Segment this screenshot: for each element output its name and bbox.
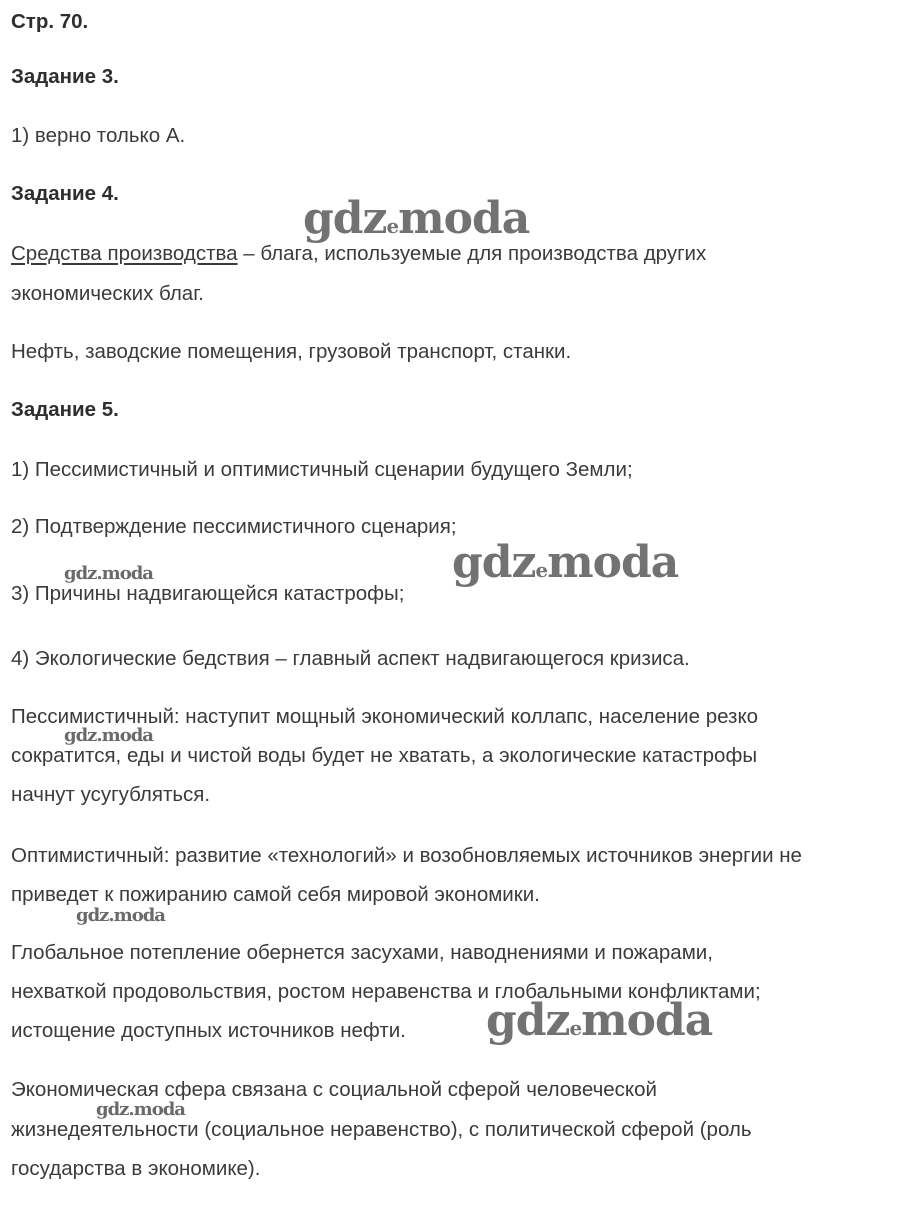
global-warming-line-1: Глобальное потепление обернется засухами, наводнениями и пожарами, xyxy=(11,941,713,964)
task-3-answer: 1) верно только А. xyxy=(11,124,186,147)
task-5-item-2: 2) Подтверждение пессимистичного сценария; xyxy=(11,515,457,538)
economy-line-2: жизнедеятельности (социальное неравенство), с политической сферой (роль xyxy=(11,1118,752,1141)
optimistic-line-2: приведет к пожиранию самой себя мировой экономики. xyxy=(11,883,540,906)
watermark-small: gdz.moda xyxy=(64,725,153,746)
task-4-definition xyxy=(11,234,706,273)
optimistic-line-1: Оптимистичный: развитие «технологий» и возобновляемых источников энергии не xyxy=(11,844,802,867)
task-4-heading: Задание 4. xyxy=(11,182,119,205)
task-5-heading: Задание 5. xyxy=(11,398,119,421)
pessimistic-line-2: сократится, еды и чистой воды будет не хватать, а экологические катастрофы xyxy=(11,744,758,767)
page-reference: Стр. 70. xyxy=(11,10,89,33)
task-4-examples: Нефть, заводские помещения, грузовой транспорт, станки. xyxy=(11,340,572,363)
pessimistic-line-1: Пессимистичный: наступит мощный экономический коллапс, население резко xyxy=(11,705,759,728)
definition-text: – блага, используемые для производства других xyxy=(237,242,707,265)
watermark-small: gdz.moda xyxy=(96,1099,185,1120)
watermark-small: gdz.moda xyxy=(64,563,153,584)
global-warming-line-2: нехваткой продовольствия, ростом неравенства и глобальными конфликтами; xyxy=(11,980,761,1003)
task-5-item-3: 3) Причины надвигающейся катастрофы; xyxy=(11,582,405,605)
watermark-logo: gdzemoda xyxy=(452,537,679,588)
task-5-item-4: 4) Экологические бедствия – главный аспект надвигающегося кризиса. xyxy=(11,647,690,670)
task-4-definition-cont: экономических благ. xyxy=(11,282,204,305)
economy-line-3: государства в экономике). xyxy=(11,1157,261,1180)
task-5-item-1: 1) Пессимистичный и оптимистичный сценарии будущего Земли; xyxy=(11,458,633,481)
global-warming-line-3: истощение доступных источников нефти. xyxy=(11,1019,406,1042)
economy-line-1: Экономическая сфера связана с социальной сферой человеческой xyxy=(11,1078,657,1101)
task-3-heading: Задание 3. xyxy=(11,65,119,88)
watermark-logo: gdzemoda xyxy=(303,193,530,244)
pessimistic-line-3: начнут усугубляться. xyxy=(11,783,211,806)
watermark-small: gdz.moda xyxy=(76,905,165,926)
term-means-of-production: Средства производства xyxy=(11,242,238,265)
watermark-logo: gdzemoda xyxy=(486,995,713,1046)
